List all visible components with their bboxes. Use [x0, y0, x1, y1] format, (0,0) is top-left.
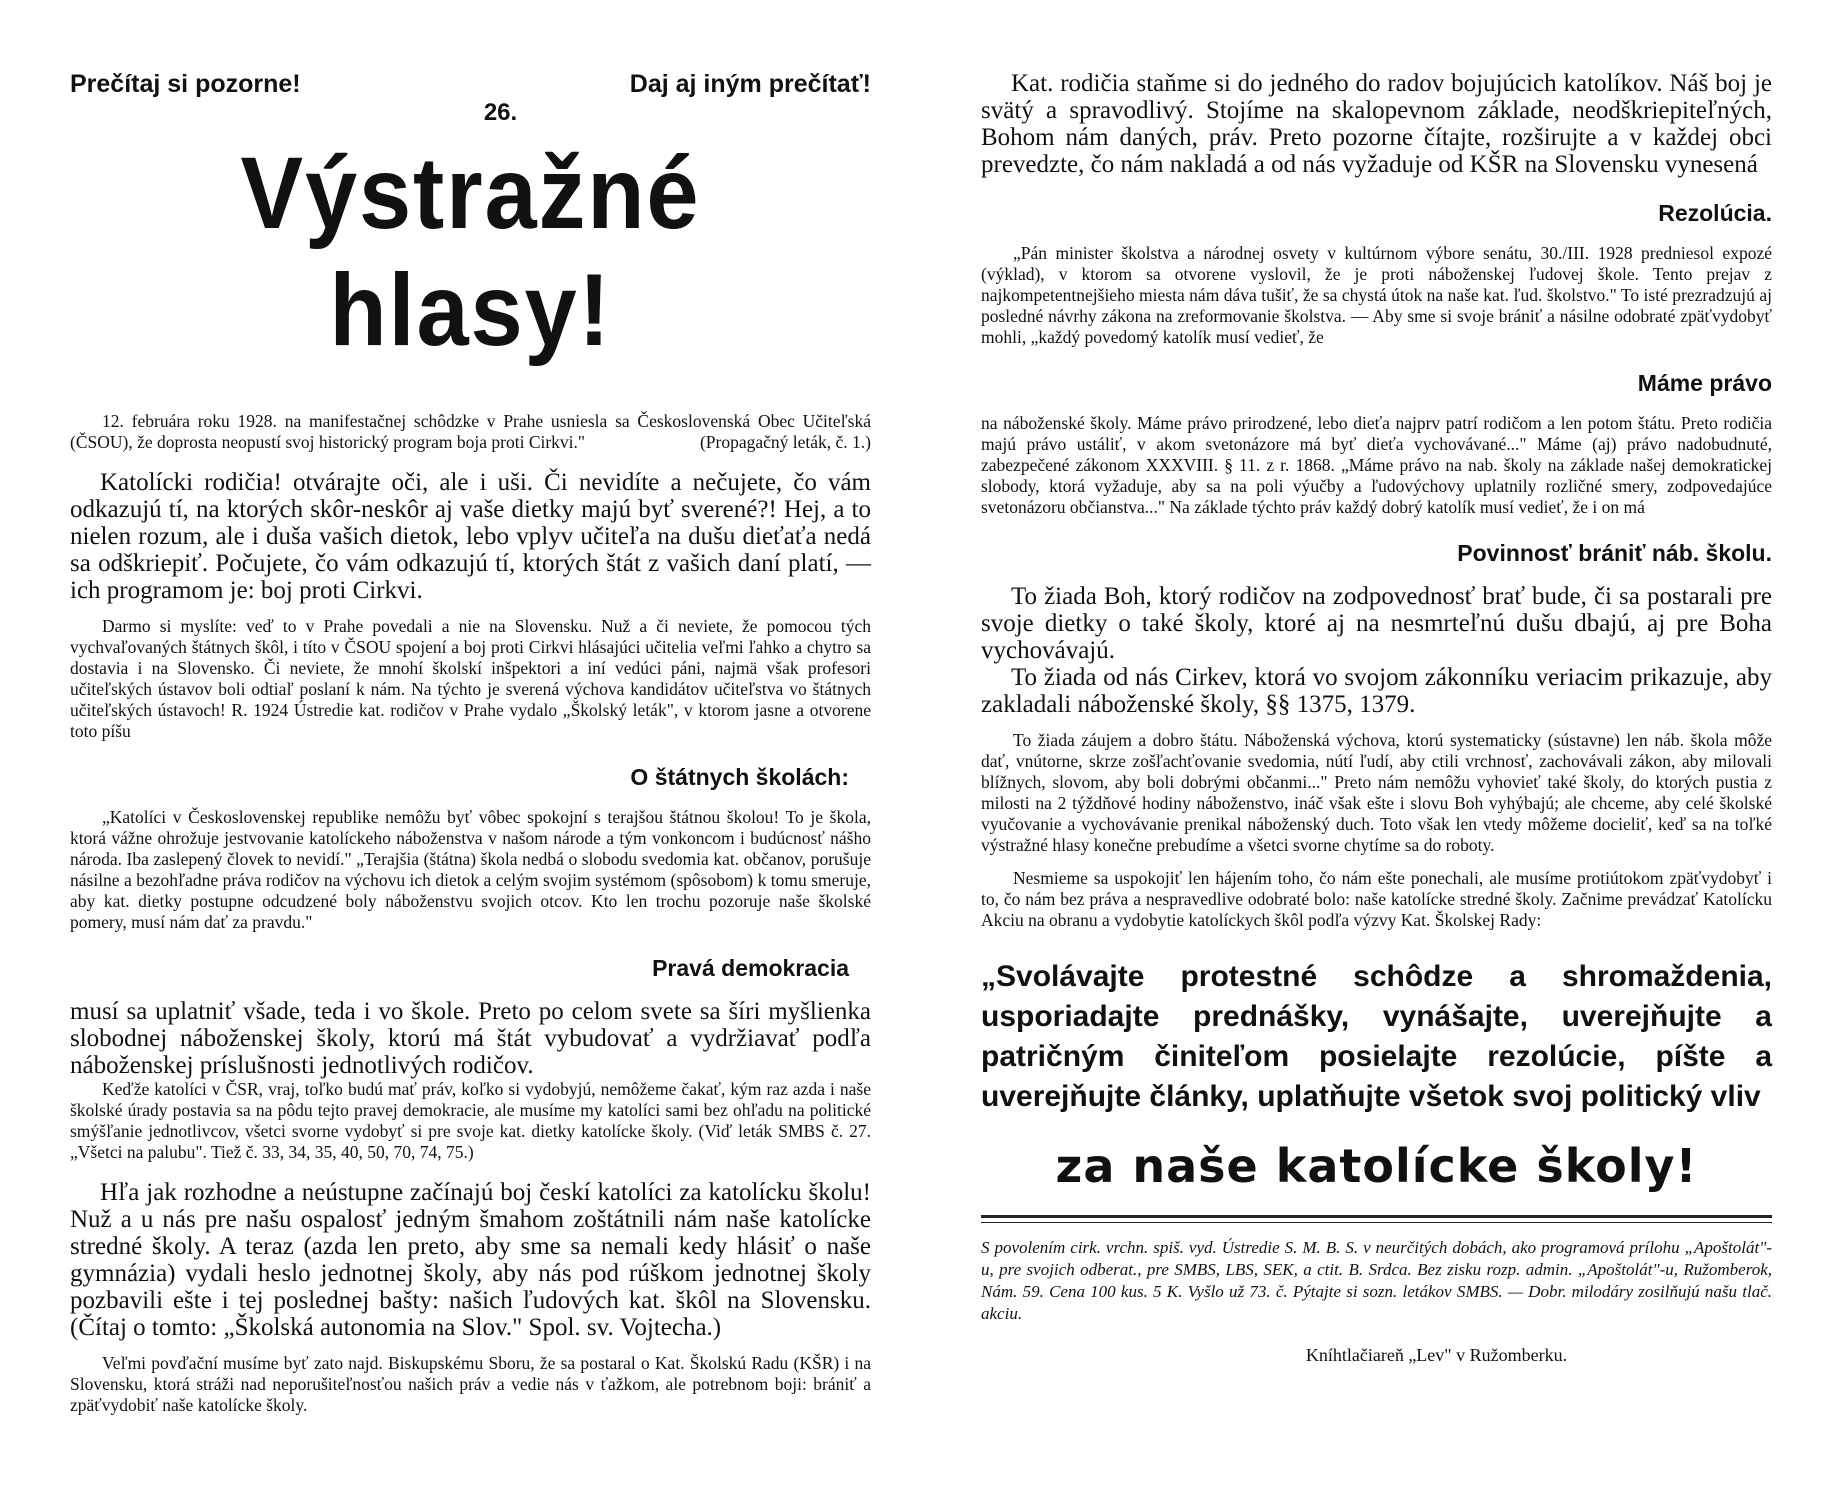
- issue-number: 26.: [483, 99, 518, 126]
- kat-rodicia-paragraph: Kat. rodičia staňme si do jedného do radov bojujúcich katolíkov. Náš boj je svätý a spravodlivý. Stojíme na skalopevnom základe, neodškriepiteľných, Bohom nám daných, práv. Preto pozorne čítajte, rozširujte a v každej obci prevedzte, čo nám nakladá a od nás vyžaduje od KŠR na Slovensku vynesená: [981, 70, 1772, 178]
- divider-rule: [981, 1215, 1772, 1223]
- statu-paragraph: To žiada záujem a dobro štátu. Náboženská výchova, ktorú systematicky (sústavne) len náb. škola môže dať, vnútorne, skrze zošľachťovanie svedomia, nútí ľudí, aby ctili vrchnosť, zachovávali zákon, aby milovali blížnych, slovom, aby boli dobrými občanmi..." Preto nám nemôžu vyhovieť také školy, do ktorých pustia z milosti na 2 týždňové hodiny náboženstvo, ináč však ešte i slovu Boh vyhýbajú; ale chceme, aby celé školské vyučovanie a vychovávanie prenikal náboženský duch. Toto však len vtedy môžeme docieliť, keď sa na toľké výstražné hlasy konečne prebudíme a všetci svorne chytíme sa do roboty.: [981, 730, 1772, 855]
- parents-paragraph: Katolícki rodičia! otvárajte oči, ale i uši. Či nevidíte a nečujete, čo vám odkazujú tí, na ktorých skôr-neskôr aj vaše dietky majú byť sverené?! Hej, a to nielen rozum, ale i duša vašich dietok, lebo vplyv učiteľa na dušu dieťaťa nedá sa odškriepiť. Počujete, čo vám odkazujú tí, ktorých štát z vašich daní platí, — ich programom je: boj proti Cirkvi.: [70, 469, 871, 604]
- heading-statne-skoly: O štátnych školách:: [630, 764, 849, 790]
- call-to-action: „Svolávajte protestné schôdze a shromaždenia, usporiadajte prednášky, vynášajte, uverejňujte a patričným činiteľom posielajte rezolúcie, píšte a uverejňujte články, uplatňujte všetok svoj politický vliv: [981, 960, 1772, 1113]
- heading-mame-pravo: Máme právo: [1637, 370, 1772, 396]
- top-line: [70, 70, 871, 99]
- velmi-paragraph: Veľmi povďační musíme byť zato najd. Biskupskému Sboru, že sa postaral o Kat. Školskú Radu (KŠR) i na Slovensku, ktorá stráži nad neporušiteľnosťou našich práv a vedie nás v ťažkom, ale potrebnom boji: brániť a zpäťvydobiť naše katolícke školy.: [70, 1353, 871, 1415]
- minister-quote: „Pán minister školstva a národnej osvety v kultúrnom výbore senátu, 30./III. 1928 predniesol expozé (výklad), v ktorom sa otvorene vyslovil, že je proti náboženskej ľudovej škole. Tento prejav z najkompetentnejšieho miesta nám dáva tušiť, že sa chystá útok na naše kat. ľud. školstvo." To isté prezradzujú aj posledné návrhy zákona na zreformovanie školstva. — Aby sme si svoje brániť a násilne odobraté zpäťvydobyť mohli, „každý povedomý katolík musí vedieť, že: [981, 243, 1772, 347]
- cirkev-paragraph: To žiada od nás Cirkev, ktorá vo svojom zákonníku veriacim prikazuje, aby zakladali náboženské školy, §§ 1375, 1379.: [981, 664, 1772, 718]
- slogan: za naše katolícke školy!: [1055, 1139, 1698, 1193]
- nesmieme-paragraph: Nesmieme sa uspokojiť len hájením toho, čo nám ešte ponechali, ale musíme protiútokom zpäťvydobyť i to, čo nám bez práva a nespravedlive odobraté bolo: naše katolícke stredné školy. Začnime prevádzať Katolícku Akciu na obranu a vydobytie katolíckych škôl podľa výzvy Kat. Školskej Rady:: [981, 868, 1772, 930]
- pravo-paragraph: na náboženské školy. Máme právo prirodzené, lebo dieťa najprv patrí rodičom a len potom štátu. Preto rodičia majú právo ustáliť, v akom svetonázore má byť dieťa vychovávané..." Máme (aj) právo nadobudnuté, zabezpečené zákonom XXXVIII. § 11. z r. 1868. „Máme právo na nab. školy na základe našej demokratickej slobody, ktorá vyžaduje, aby sa na poli výučby a ľudovýchovy uplatnily rozličné smery, zodpovedajúce svetonázoru občianstva..." Na základe týchto práv každý dobrý katolík musí vedieť, že i on má: [981, 413, 1772, 517]
- intro-text: 12. februára roku 1928. na manifestačnej schôdzke v Prahe usniesla sa Československá Obec Učiteľská (ČSOU), že doprosta neopustí svoj historický program boja proti Cirkvi.": [70, 411, 871, 452]
- intro-source: (Propagačný leták, č. 1.): [699, 432, 871, 452]
- intro-paragraph: [70, 411, 871, 453]
- kedze-paragraph: Keďže katolíci v ČSR, vraj, toľko budú mať práv, koľko si vydobyjú, nemôžeme čakať, kým raz azda i naše školské úrady postavia sa na pôdu tejto pravej demokracie, ale musíme my katolíci sami bez ohľadu na politické smýšľanie jednotlivcov, všetci svorne vydobyť si pre svoje kat. dietky katolícke školy. (Viď leták SMBS č. 27. „Všetci na palubu". Tiež č. 33, 34, 35, 40, 50, 70, 74, 75.): [70, 1079, 871, 1162]
- heading-demokracia: Pravá demokracia: [652, 955, 849, 981]
- printer-line: Kníhtlačiareň „Lev" v Ružomberku.: [1305, 1345, 1568, 1365]
- demokracia-paragraph: musí sa uplatniť všade, teda i vo škole. Preto po celom svete sa šíri myšlienka slobodnej náboženskej školy, ktorú má štát vybudovať a vydržiavať podľa náboženskej príslušnosti jednotlivých rodičov.: [70, 998, 871, 1079]
- boh-paragraph: To žiada Boh, ktorý rodičov na zodpovednosť brať bude, či sa postarali pre svoje dietky o také školy, ktoré aj na nesmrteľnú dušu dbajú, aj pre Boha vychovávajú.: [981, 583, 1772, 664]
- share-label: Daj aj iným prečítať!: [629, 70, 871, 98]
- darmo-paragraph: Darmo si myslíte: veď to v Prahe povedali a nie na Slovensku. Nuž a či neviete, že pomocou tých vychvaľovaných štátnych škôl, i títo v ČSOU spojení a boj proti Cirkvi hlásajúci učitelia veľmi ľahko a chytro sa dostavia i na Slovensko. Či neviete, že mnohí školskí inšpektori a iní vedúci páni, najmä však profesori učiteľských ústavov boli odtiaľ poslaní k nám. Na týchto je sverená výchova kandidátov učiteľstva vo štátnych učiteľských ústavoch! R. 1924 Ústredie kat. rodičov v Prahe vydalo „Školský leták", v ktorom jasne a otvorene toto píšu: [70, 616, 871, 741]
- heading-povinnost: Povinnosť brániť náb. školu.: [1457, 540, 1772, 566]
- page-title: Výstražné hlasy!: [240, 136, 701, 367]
- quote-statne-skoly: „Katolíci v Československej republike nemôžu byť vôbec spokojní s terajšou štátnou školou! To je škola, ktorá vážne ohrožuje jestvovanie katolíckeho náboženstva v našom národe a tým vonkoncom i budúcnosť nášho národa. Iba zaslepený človek to nevidí." „Terajšia (štátna) škola nedbá o slobodu svedomia kat. občanov, porušuje násilne a bezohľadne práva rodičov na výchovu ich dietok a celým svojim systémom (spôsobom) k tomu smeruje, aby kat. dietky postupne odcudzené boly náboženstvu svojich otcov. Kto len trochu pozoruje naše školské pomery, musí nám dať za pravdu.": [70, 807, 871, 932]
- right-page: [916, 0, 1832, 1500]
- heading-rezolucia: Rezolúcia.: [1658, 200, 1772, 226]
- imprint: S povolením cirk. vrchn. spiš. vyd. Ústredie S. M. B. S. v neurčitých dobách, ako programová prílohu „Apoštolát"-u, pre svojich odberat., pre SMBS, LBS, SEK, a ctit. B. Srdca. Bez zisku rozp. admin. „Apoštolát"-u, Ružomberok, Nám. 59. Cena 100 kus. 5 K. Vyšlo už 73. č. Pýtajte si sozn. letákov SMBS. — Dobr. milodáry zosilňujú našu tlač. akciu.: [981, 1238, 1772, 1323]
- read-carefully-label: Prečítaj si pozorne!: [70, 70, 301, 98]
- hla-paragraph: Hľa jak rozhodne a neústupne začínajú boj českí katolíci za katolícku školu! Nuž a u nás pre našu ospalosť jedným šmahom zoštátnili nám naše katolícke stredné školy. A teraz (azda len preto, aby sme sa nemali kedy hlásiť o naše gymnázia) vydali heslo jednotnej školy, aby nás pod rúškom jednotnej školy pozbavili ešte i tej poslednej bašty: našich ľudových kat. škôl na Slovensku. (Čítaj o tomto: „Školská autonomia na Slov." Spol. sv. Vojtecha.): [70, 1179, 871, 1341]
